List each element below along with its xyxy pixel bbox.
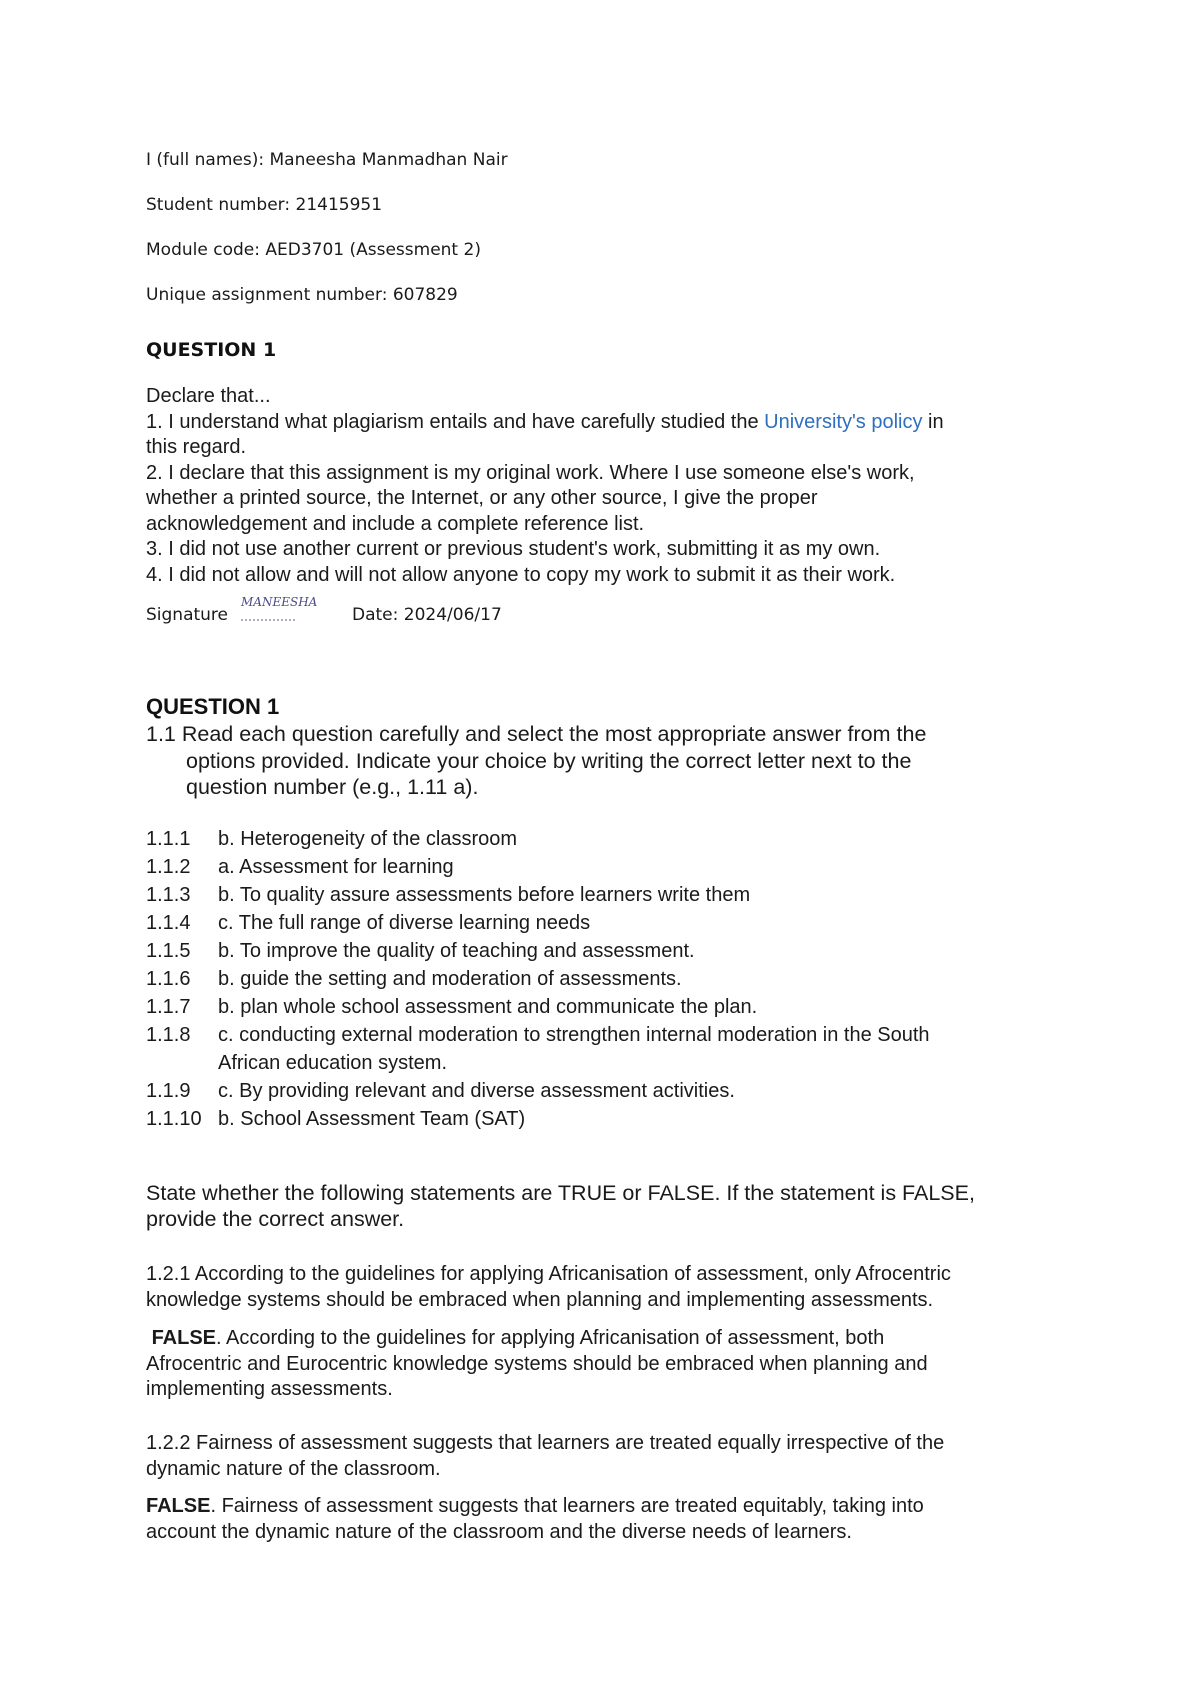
declaration-item-1-post: in — [922, 410, 944, 433]
answer-text: b. plan whole school assessment and communicate the plan. — [218, 996, 758, 1018]
answer-number: 1.1.3 — [146, 884, 191, 906]
answer-text: a. Assessment for learning — [218, 856, 454, 878]
answer-text: b. To improve the quality of teaching and assessment. — [218, 940, 695, 962]
answer-text-line-1: c. conducting external moderation to strengthen internal moderation in the South — [218, 1024, 930, 1046]
full-names-label: I (full names): — [146, 150, 265, 170]
signature-graphic — [237, 593, 342, 623]
answer-number: 1.1.5 — [146, 940, 191, 962]
declaration-item-2-line-1: 2. I declare that this assignment is my original work. Where I use someone else's work, — [146, 461, 915, 484]
answer-number: 1.1.10 — [146, 1108, 202, 1130]
unique-number-value: 607829 — [392, 285, 458, 305]
statement-1-2-1-line-2: knowledge systems should be embraced when planning and implementing assessments. — [146, 1288, 934, 1311]
answer-1-2-1-line-1 — [146, 1326, 928, 1352]
answer-text-line-2: African education system. — [218, 1051, 447, 1074]
statement-1-2-1 — [146, 1262, 951, 1313]
statement-1-2-1-line-1: 1.2.1 According to the guidelines for applying Africanisation of assessment, only Afrocentric — [146, 1263, 951, 1285]
truefalse-intro — [146, 1180, 975, 1232]
answer-row — [146, 826, 517, 854]
unique-number-line — [146, 285, 458, 305]
answer-row — [146, 938, 695, 966]
declaration-item-1-pre: 1. I understand what plagiarism entails and have carefully studied the — [146, 410, 765, 433]
answer-number: 1.1.7 — [146, 996, 191, 1018]
answer-row — [146, 854, 454, 882]
declaration-item-4: 4. I did not allow and will not allow anyone to copy my work to submit it as their work. — [146, 563, 896, 586]
student-number-line — [146, 195, 382, 215]
declaration-item-3: 3. I did not use another current or previous student's work, submitting it as my own. — [146, 538, 881, 560]
answer-1-2-1 — [146, 1326, 928, 1403]
answer-1-2-2-line-2: account the dynamic nature of the classroom and the diverse needs of learners. — [146, 1520, 852, 1543]
instruction-line-1: 1.1 Read each question carefully and select the most appropriate answer from the — [146, 722, 927, 746]
answer-text: b. guide the setting and moderation of assessments. — [218, 968, 682, 990]
university-policy-link[interactable]: University's policy — [764, 410, 923, 433]
statement-1-2-2 — [146, 1431, 944, 1482]
answer-1-2-1-verdict: FALSE — [151, 1327, 217, 1349]
signature-mark: MANEESHA — [241, 595, 318, 609]
declaration-item-2-line-3: acknowledgement and include a complete reference list. — [146, 512, 645, 535]
student-number-label: Student number: — [146, 195, 291, 215]
question-1-title: QUESTION 1 — [146, 694, 280, 719]
answer-1-2-2-verdict: FALSE — [146, 1495, 211, 1517]
module-code-value: AED3701 (Assessment 2) — [265, 240, 481, 260]
student-number-value: 21415951 — [295, 195, 383, 215]
date-line — [352, 605, 502, 625]
answer-text: b. To quality assure assessments before learners write them — [218, 884, 751, 906]
truefalse-intro-line-1: State whether the following statements are TRUE or FALSE. If the statement is FALSE, — [146, 1181, 975, 1205]
answer-row — [146, 1078, 735, 1106]
answer-1-2-2-text: . Fairness of assessment suggests that learners are treated equitably, taking into — [210, 1495, 924, 1517]
answer-row — [146, 1106, 525, 1134]
declaration-intro: Declare that... — [146, 385, 271, 407]
truefalse-intro-line-2: provide the correct answer. — [146, 1207, 405, 1231]
answer-number: 1.1.8 — [146, 1024, 191, 1046]
answer-row — [146, 882, 750, 910]
declaration-title: QUESTION 1 — [146, 339, 277, 361]
answer-number: 1.1.1 — [146, 828, 191, 850]
answer-1-2-1-text: . According to the guidelines for applying Africanisation of assessment, both — [216, 1327, 885, 1349]
unique-number-label: Unique assignment number: — [146, 285, 388, 305]
instruction-line-2: options provided. Indicate your choice by writing the correct letter next to the — [186, 748, 912, 773]
answer-text: c. By providing relevant and diverse assessment activities. — [218, 1080, 735, 1102]
answer-1-2-1-line-3: implementing assessments. — [146, 1378, 393, 1400]
answer-number: 1.1.9 — [146, 1080, 191, 1102]
full-names-line — [146, 150, 508, 170]
answer-row — [146, 966, 682, 994]
signature-label: Signature — [146, 605, 229, 625]
question-1-instruction — [146, 721, 926, 801]
answer-text — [218, 1022, 930, 1078]
answer-1-2-2-line-1 — [146, 1494, 924, 1520]
full-names-value: Maneesha Manmadhan Nair — [269, 150, 508, 170]
declaration-item-1 — [146, 410, 944, 436]
answer-text: b. Heterogeneity of the classroom — [218, 828, 518, 850]
declaration-item-2-line-2: whether a printed source, the Internet, or any other source, I give the proper — [146, 487, 818, 509]
module-code-line — [146, 240, 481, 260]
answer-number: 1.1.6 — [146, 968, 191, 990]
statement-1-2-2-line-2: dynamic nature of the classroom. — [146, 1457, 441, 1480]
answer-text: c. The full range of diverse learning needs — [218, 912, 591, 934]
answer-number: 1.1.2 — [146, 856, 191, 878]
answer-row — [146, 910, 590, 938]
date-label: Date: — [352, 605, 399, 625]
answer-text: b. School Assessment Team (SAT) — [218, 1108, 526, 1130]
instruction-line-3: question number (e.g., 1.11 a). — [186, 775, 479, 799]
answer-number: 1.1.4 — [146, 912, 191, 934]
signature-image — [237, 593, 342, 623]
statement-1-2-2-line-1: 1.2.2 Fairness of assessment suggests that learners are treated equally irrespective of the — [146, 1432, 945, 1454]
date-value: 2024/06/17 — [403, 605, 502, 625]
declaration-item-1-line-2: this regard. — [146, 436, 247, 458]
answer-row — [146, 994, 757, 1022]
module-code-label: Module code: — [146, 240, 260, 260]
answer-1-2-2 — [146, 1494, 924, 1545]
declaration-body — [146, 384, 944, 588]
answer-row — [146, 1022, 930, 1078]
answer-1-2-1-line-2: Afrocentric and Eurocentric knowledge systems should be embraced when planning and — [146, 1352, 928, 1375]
